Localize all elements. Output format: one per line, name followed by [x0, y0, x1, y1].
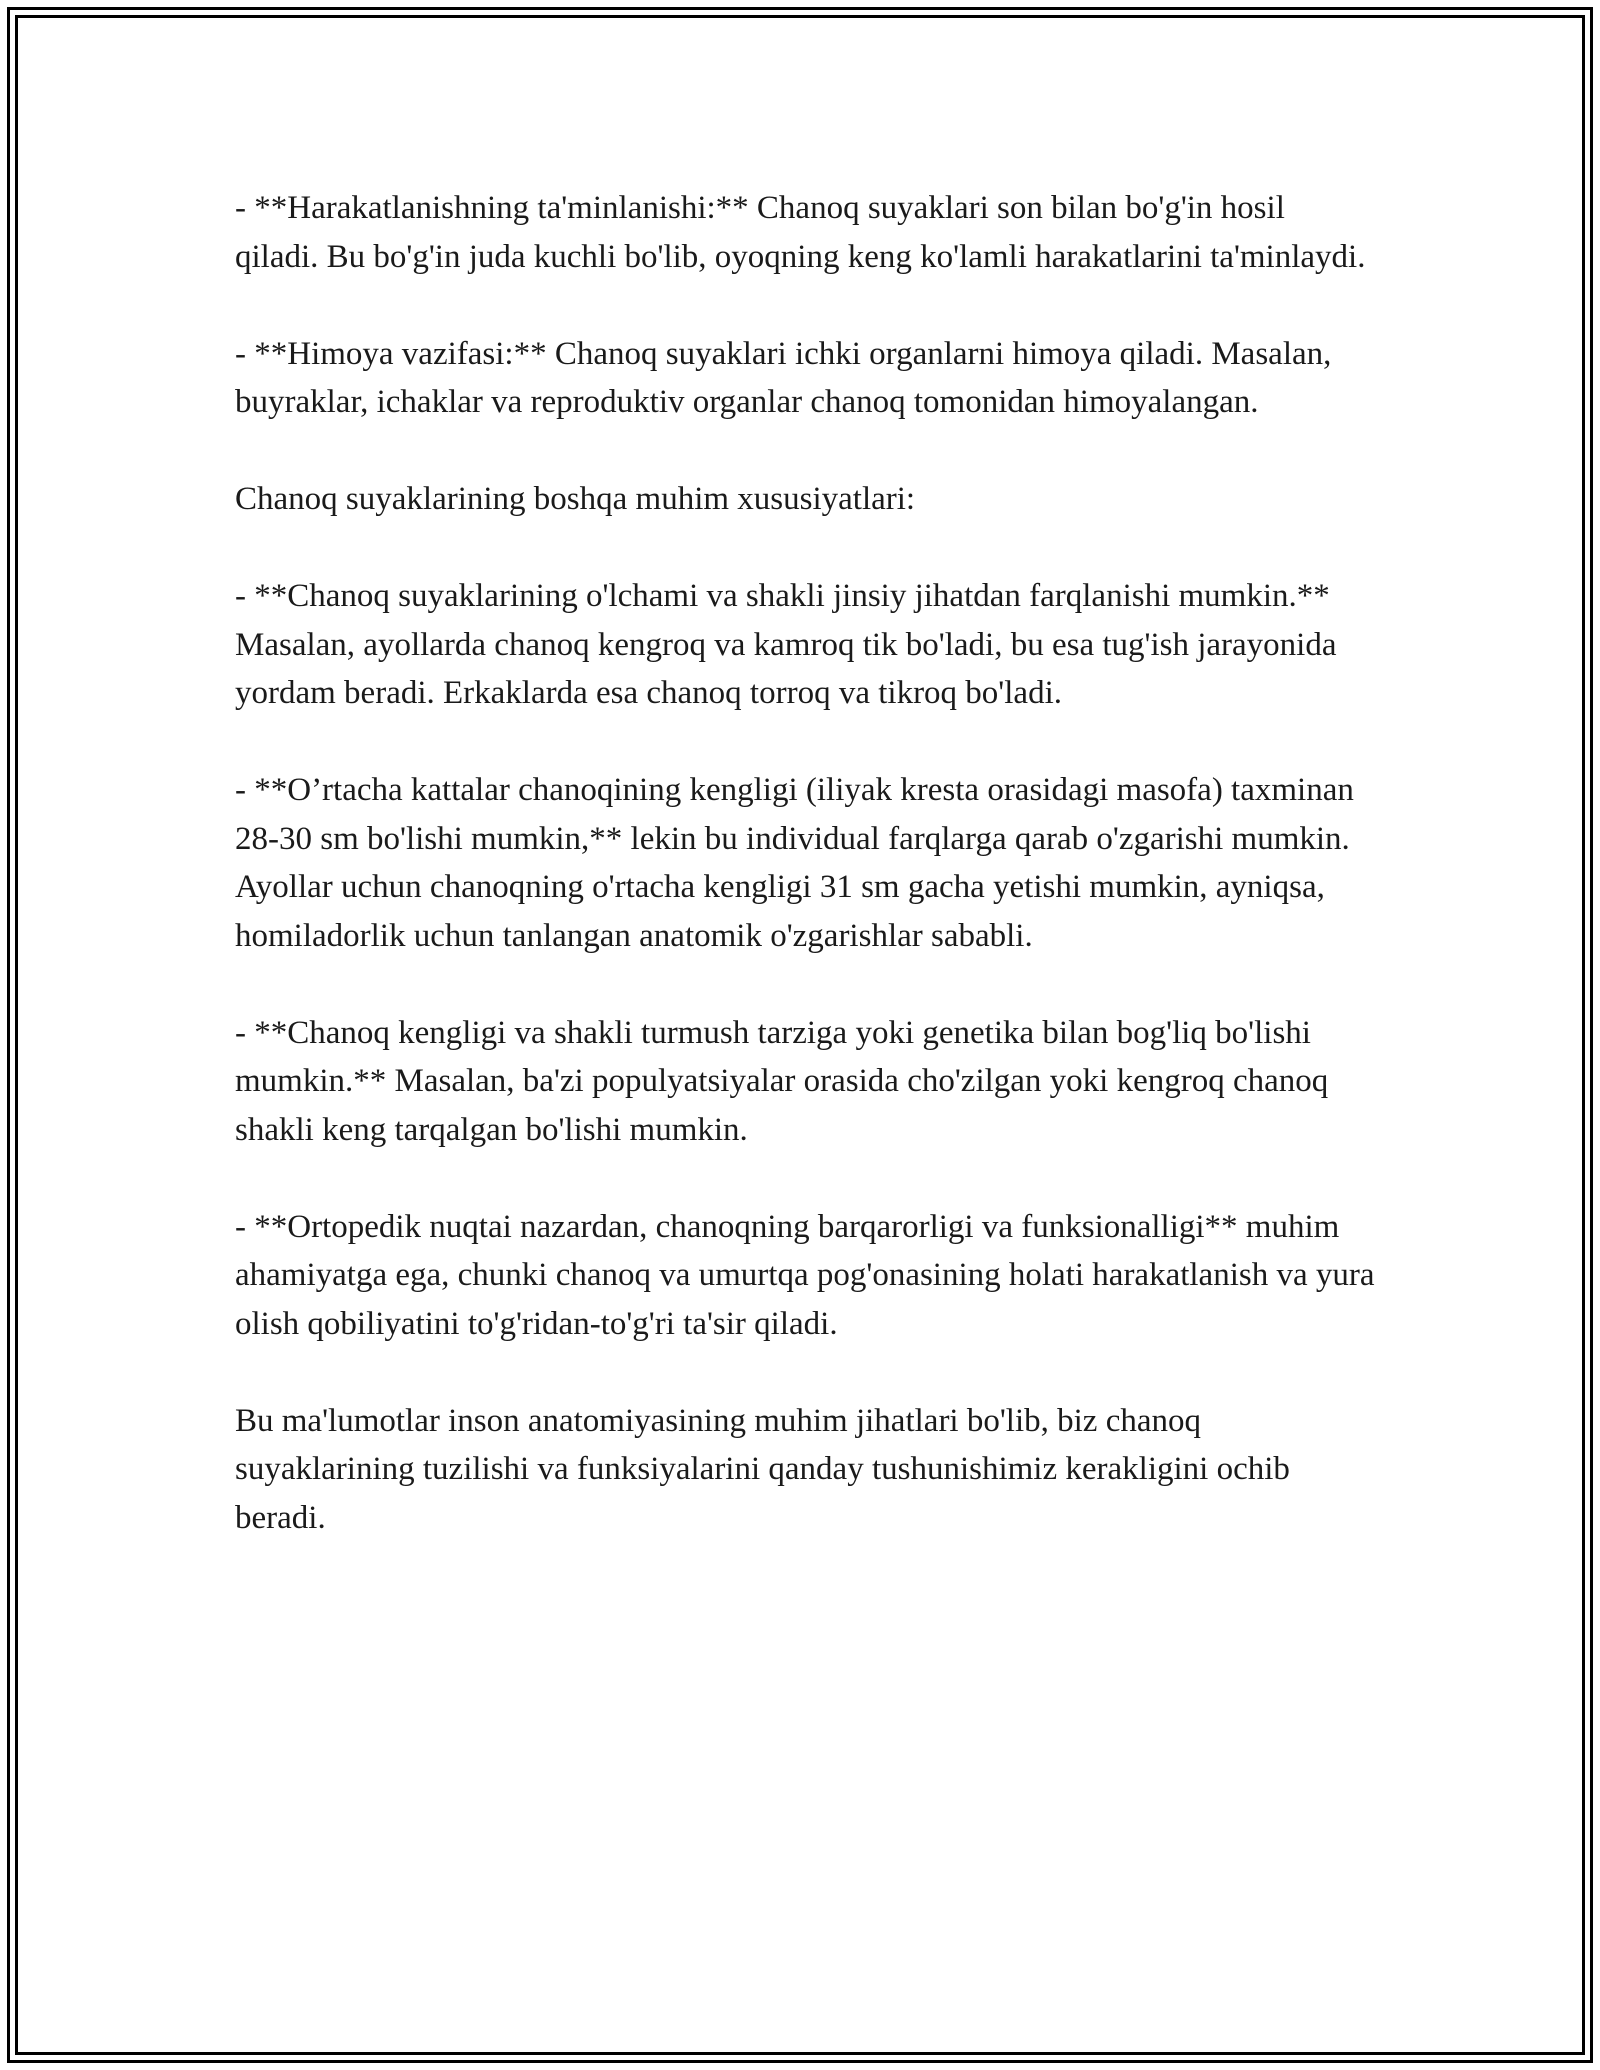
paragraph-other-features-heading: Chanoq suyaklarining boshqa muhim xususiyatlari: — [235, 481, 916, 517]
paragraph-lifestyle-genetics: - **Chanoq kengligi va shakli turmush tarziga yoki genetika bilan bog'liq bo'lishi mumkin.** Masalan, ba'zi populyatsiyalar orasida cho'zilgan yoki kengroq chanoq shakli keng tarqalgan bo'lishi mumkin. — [235, 1014, 1329, 1148]
paragraph-average-width: - **O’rtacha kattalar chanoqining kengligi (iliyak kresta orasidagi masofa) taxminan 28-30 sm bo'lishi mumkin,** lekin bu individual farqlarga qarab o'zgarishi mumkin. Ayollar uchun chanoqning o'rtacha kengligi 31 sm gacha yetishi mumkin, ayniqsa, homiladorlik uchun tanlangan anatomik o'zgarishlar sababli. — [235, 772, 1354, 954]
paragraph-protection: - **Himoya vazifasi:** Chanoq suyaklari ichki organlarni himoya qiladi. Masalan, buyraklar, ichaklar va reproduktiv organlar chanoq tomonidan himoyalangan. — [235, 335, 1332, 420]
paragraph-sex-differences: - **Chanoq suyaklarining o'lchami va shakli jinsiy jihatdan farqlanishi mumkin.** Masalan, ayollarda chanoq kengroq va kamroq tik bo'ladi, bu esa tug'ish jarayonida yordam beradi. Erkaklarda esa chanoq torroq va tikroq bo'ladi. — [235, 578, 1337, 711]
document-body — [235, 184, 1375, 1542]
paragraph-conclusion: Bu ma'lumotlar inson anatomiyasining muhim jihatlari bo'lib, biz chanoq suyaklarining tuzilishi va funksiyalarini qanday tushunishimiz kerakligini ochib beradi. — [235, 1402, 1290, 1536]
paragraph-movement: - **Harakatlanishning ta'minlanishi:** Chanoq suyaklari son bilan bo'g'in hosil qiladi. Bu bo'g'in juda kuchli bo'lib, oyoqning keng ko'lamli harakatlarini ta'minlaydi. — [235, 190, 1366, 275]
paragraph-orthopedic: - **Ortopedik nuqtai nazardan, chanoqning barqarorligi va funksionalligi** muhim ahamiyatga ega, chunki chanoq va umurtqa pog'onasining holati harakatlanish va yura olish qobiliyatini to'g'ridan-to'g'ri ta'sir qiladi. — [235, 1208, 1375, 1342]
